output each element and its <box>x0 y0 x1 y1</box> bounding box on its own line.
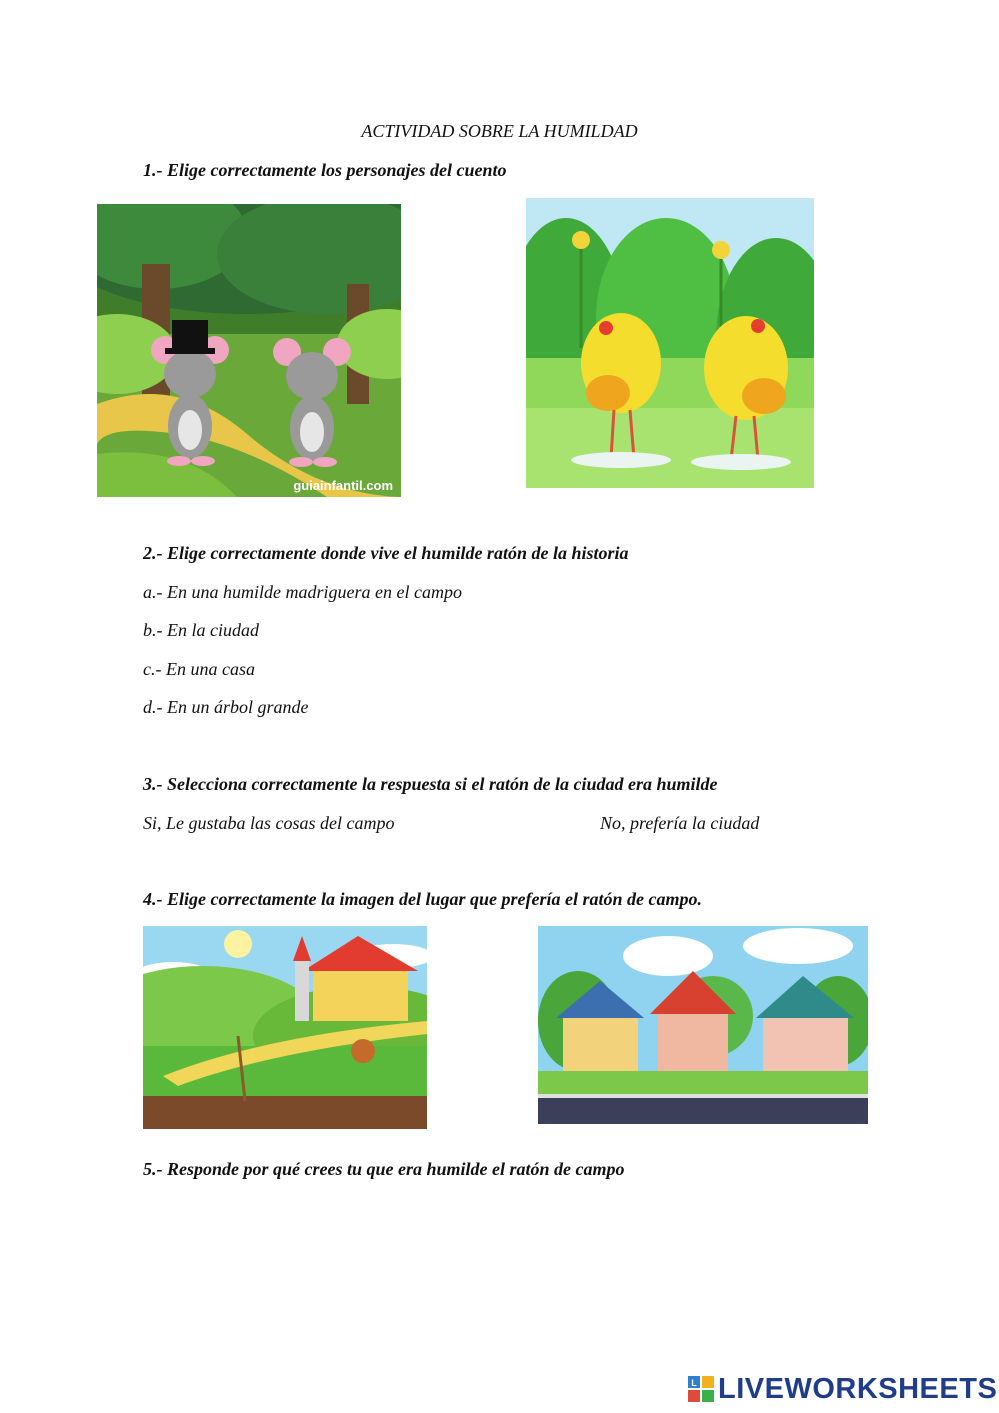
liveworksheets-watermark <box>688 1371 997 1407</box>
question-1-label: 1.- Elige correctamente los personajes del cuento <box>143 160 507 180</box>
q3-option-no[interactable]: No, prefería la ciudad <box>600 813 760 833</box>
question-2-label: 2.- Elige correctamente donde vive el humilde ratón de la historia <box>143 543 629 563</box>
q2-option-a[interactable]: a.- En una humilde madriguera en el campo <box>143 582 462 602</box>
chicks-image[interactable] <box>526 198 814 488</box>
question-3-label: 3.- Selecciona correctamente la respuesta si el ratón de la ciudad era humilde <box>143 774 718 794</box>
liveworksheets-logo-icon <box>688 1376 714 1402</box>
logo-letter-l: L <box>691 1378 697 1388</box>
countryside-image[interactable] <box>143 926 427 1129</box>
question-5-label: 5.- Responde por qué crees tu que era humilde el ratón de campo <box>143 1159 625 1179</box>
q2-option-d[interactable]: d.- En un árbol grande <box>143 697 309 717</box>
question-4-label: 4.- Elige correctamente la imagen del lugar que prefería el ratón de campo. <box>143 889 702 909</box>
page-title: ACTIVIDAD SOBRE LA HUMILDAD <box>361 121 638 141</box>
mice-image[interactable] <box>97 204 401 497</box>
image-caption: guiainfantil.com <box>293 478 393 493</box>
q2-option-b[interactable]: b.- En la ciudad <box>143 620 259 640</box>
q2-option-c[interactable]: c.- En una casa <box>143 659 255 679</box>
q3-option-yes[interactable]: Si, Le gustaba las cosas del campo <box>143 813 395 833</box>
town-image[interactable] <box>538 926 868 1124</box>
watermark-text: LIVEWORKSHEETS <box>718 1372 998 1405</box>
